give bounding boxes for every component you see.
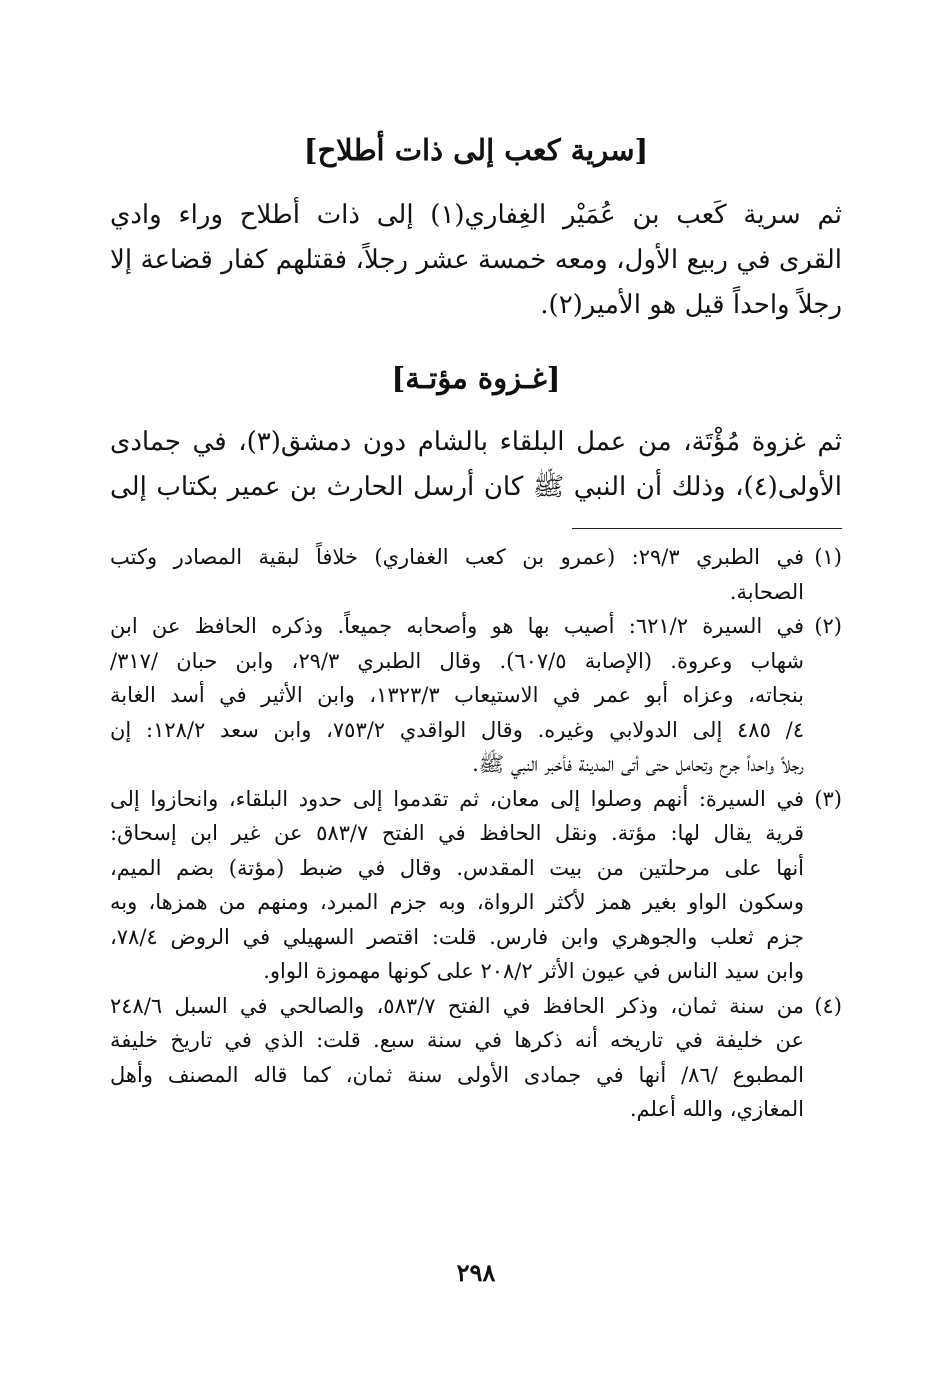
- footnotes: [110, 540, 842, 1127]
- footnote-line: قرية يقال لها: مؤتة. ونقل الحافظ في الفتح ٥٨٣/٧ عن غير ابن إسحاق:: [110, 821, 804, 845]
- footnote-2: [110, 609, 842, 782]
- paragraph-mutah-battle: [110, 420, 842, 510]
- footnote-1: [110, 540, 842, 609]
- footnote-text: [110, 782, 804, 989]
- text-line: رجلاً واحداً قيل هو الأمير(٢).: [540, 290, 842, 320]
- section-title-kaab-raid: [سرية كعب إلى ذات أطلاح]: [303, 133, 649, 167]
- footnote-line: جزم ثعلب والجوهري وابن فارس. قلت: اقتصر السهيلي في الروض ٧٨/٤،: [110, 924, 804, 949]
- footnote-line: في السيرة ٦٢١/٢: أصيب بها هو وأصحابه جميعاً. وذكره الحافظ عن ابن: [110, 614, 804, 638]
- footnote-3: [110, 782, 842, 989]
- footnote-4: [110, 989, 842, 1127]
- footnote-number: (١): [814, 545, 842, 569]
- footnote-line: وسكون الواو بغير همز لأكثر الرواة، وبه جزم المبرد، ومنهم من همزها، وبه: [110, 890, 804, 914]
- footnote-text: [110, 540, 804, 609]
- footnote-text: [110, 609, 804, 782]
- footnote-line: المطبوع /٨٦/ أنها في جمادى الأولى سنة ثمان، كما قاله المصنف وأهل: [110, 1062, 804, 1087]
- footnote-line: وابن سيد الناس في عيون الأثر ٢٠٨/٢ على كونها مهموزة الواو.: [263, 959, 804, 983]
- footnote-number: (٢): [814, 614, 842, 638]
- footnote-text: [110, 989, 804, 1127]
- footnote-number: (٤): [814, 993, 842, 1018]
- text-line: ثم غزوة مُؤْتَة، من عمل البلقاء بالشام دون دمشق(٣)، في جمادى: [110, 427, 842, 457]
- footnote-divider: [572, 528, 842, 529]
- footnote-line: أنها على مرحلتين من بيت المقدس. وقال في ضبط (مؤتة) بضم الميم،: [110, 855, 804, 880]
- footnote-line: رجلاً واحداً جرح وتحامل حتى أتى المدينة فأخبر النبي ﷺ.: [472, 752, 804, 776]
- footnote-line: عن خليفة في تاريخه أنه ذكرها في سنة سبع. قلت: الذي في تاريخ خليفة: [110, 1028, 804, 1052]
- text-line: ثم سرية كَعب بن عُمَيْر الغِفاري(١) إلى ذات أطلاح وراء وادي: [110, 200, 842, 230]
- footnote-line: في السيرة: أنهم وصلوا إلى معان، ثم تقدموا إلى حدود البلقاء، وانحازوا إلى: [110, 786, 804, 811]
- footnote-line: المغازي، والله أعلم.: [629, 1097, 804, 1121]
- text-line: الأولى(٤)، وذلك أن النبي ﷺ كان أرسل الحارث بن عمير بكتاب إلى: [110, 472, 842, 502]
- footnote-number: (٣): [814, 786, 842, 811]
- text-line: القرى في ربيع الأول، ومعه خمسة عشر رجلاً، فقتلهم كفار قضاعة إلا: [110, 245, 842, 275]
- footnote-line: ٤/ ٤٨٥ إلى الدولابي وغيره. وقال الواقدي ٧٥٣/٢، وابن سعد ١٢٨/٢: إن: [110, 717, 804, 742]
- book-page: [110, 0, 842, 1374]
- footnote-line: في الطبري ٢٩/٣: (عمرو بن كعب الغفاري) خلافاً لبقية المصادر وكتب: [110, 545, 805, 569]
- footnote-line: شهاب وعروة. (الإصابة ٦٠٧/٥). وقال الطبري ٢٩/٣، وابن حبان /٣١٧/: [110, 648, 804, 673]
- footnote-line: بنجاته، وعزاه أبو عمر في الاستيعاب ١٣٢٣/٣، وابن الأثير في أسد الغابة: [110, 683, 805, 707]
- page-number: ٢٩٨: [456, 1258, 496, 1287]
- section-title-mutah-battle: [غـزوة مؤتـة]: [391, 361, 561, 395]
- footnote-line: من سنة ثمان، وذكر الحافظ في الفتح ٥٨٣/٧، والصالحي في السبل ٢٤٨/٦: [110, 993, 804, 1018]
- paragraph-kaab-raid: [110, 193, 842, 328]
- footnote-line: الصحابة.: [729, 579, 804, 604]
